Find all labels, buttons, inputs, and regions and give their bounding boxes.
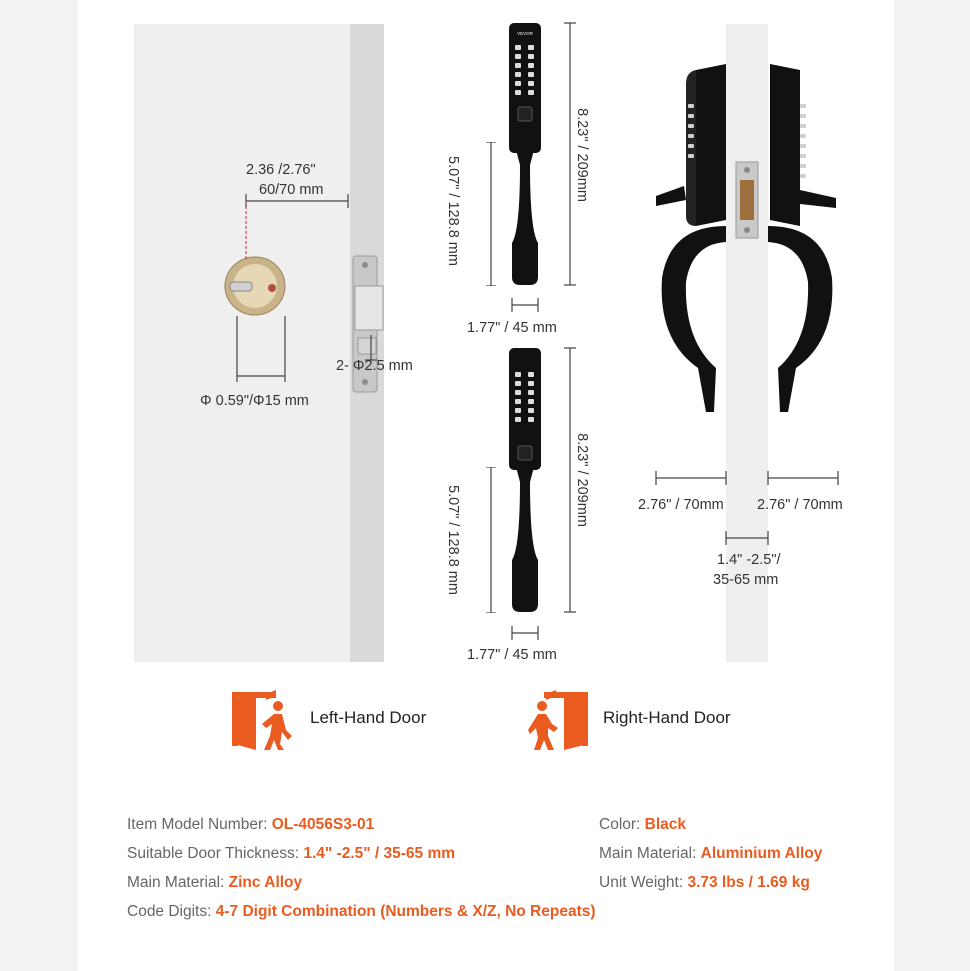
left-hand-door-icon <box>230 688 298 752</box>
spec-weight: Unit Weight: 3.73 lbs / 1.69 kg <box>599 874 810 891</box>
side-right-depth: 2.76" / 70mm <box>757 497 843 513</box>
handle-top-grip-height: 5.07" / 128.8 mm <box>445 156 461 266</box>
right-hand-door-label: Right-Hand Door <box>603 708 731 727</box>
spec-main-material-left-value: Zinc Alloy <box>228 874 303 891</box>
spec-code-digits: Code Digits: 4-7 Digit Combination (Numbers & X/Z, No Repeats) <box>127 903 596 920</box>
interior-housing <box>770 64 800 226</box>
spec-code-digits-value: 4-7 Digit Combination (Numbers & X/Z, No Repeats) <box>215 903 596 920</box>
right-hand-door-icon <box>526 688 592 752</box>
door-illustration <box>130 20 400 665</box>
handle-grip <box>512 150 538 285</box>
side-view-illustration <box>640 20 870 665</box>
spec-main-material-left: Main Material: Zinc Alloy <box>127 874 303 891</box>
door-face <box>134 24 350 662</box>
keypad-body <box>509 23 541 153</box>
spec-card <box>112 790 858 956</box>
screw-hole-label: 2- Φ2.5 mm <box>336 358 413 374</box>
spec-color-value: Black <box>644 816 687 833</box>
handle-bottom-total-height: 8.23" / 209mm <box>574 433 590 527</box>
handle-top-width: 1.77" / 45 mm <box>467 320 557 336</box>
backset-inch-label: 2.36 /2.76" <box>246 162 316 178</box>
spec-model: Item Model Number: OL-4056S3-01 <box>127 816 375 833</box>
side-left-depth: 2.76" / 70mm <box>638 497 724 513</box>
spec-weight-value: 3.73 lbs / 1.69 kg <box>687 874 810 891</box>
backset-mm-label: 60/70 mm <box>259 182 324 198</box>
brand-logo: VEVOR <box>517 31 533 36</box>
interior-lever <box>800 190 836 208</box>
handle-bottom-grip-height: 5.07" / 128.8 mm <box>445 485 461 595</box>
spec-main-material-right: Main Material: Aluminium Alloy <box>599 845 823 862</box>
handle-top-total-height: 8.23" / 209mm <box>574 108 590 202</box>
exterior-lever <box>656 186 686 206</box>
spec-color: Color: Black <box>599 816 687 833</box>
spec-thickness-value: 1.4" -2.5" / 35-65 mm <box>303 845 456 862</box>
side-thickness-line2: 35-65 mm <box>713 572 779 588</box>
side-thickness-line1: 1.4" -2.5"/ <box>717 552 781 568</box>
spec-model-value: OL-4056S3-01 <box>271 816 375 833</box>
interior-handle <box>768 226 832 412</box>
spec-main-material-right-value: Aluminium Alloy <box>700 845 823 862</box>
handle-bottom-width: 1.77" / 45 mm <box>467 647 557 663</box>
exterior-handle <box>662 226 726 412</box>
spec-thickness: Suitable Door Thickness: 1.4" -2.5" / 35-65 mm <box>127 845 456 862</box>
latch-bolt <box>355 286 383 330</box>
exterior-housing <box>696 64 726 226</box>
left-hand-door-label: Left-Hand Door <box>310 708 427 727</box>
bore-diameter-label: Φ 0.59"/Φ15 mm <box>200 393 309 409</box>
